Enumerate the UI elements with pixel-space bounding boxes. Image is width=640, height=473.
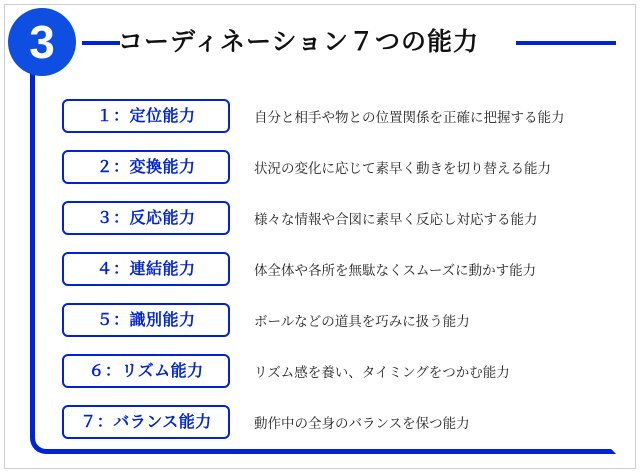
list-item bbox=[62, 192, 622, 243]
ability-chip-1: １：定位能力 bbox=[62, 99, 230, 133]
title-rule-left bbox=[82, 41, 120, 45]
ability-description-7: 動作中の全身のバランスを保つ能力 bbox=[254, 415, 470, 431]
section-number-badge: 3 bbox=[8, 8, 76, 76]
list-item bbox=[62, 243, 622, 294]
ability-chip-7: ７：バランス能力 bbox=[62, 405, 230, 439]
list-item bbox=[62, 141, 622, 192]
ability-chip-2: ２：変換能力 bbox=[62, 150, 230, 184]
ability-description-4: 体全体や各所を無駄なくスムーズに動かす能力 bbox=[254, 262, 537, 278]
ability-description-6: リズム感を養い、タイミングをつかむ能力 bbox=[254, 364, 510, 380]
ability-description-3: 様々な情報や合図に素早く反応し対応する能力 bbox=[254, 211, 538, 227]
list-item bbox=[62, 345, 622, 396]
ability-description-2: 状況の変化に応じて素早く動きを切り替える能力 bbox=[254, 160, 551, 176]
list-item bbox=[62, 396, 622, 447]
ability-description-1: 自分と相手や物との位置関係を正確に把握する能力 bbox=[254, 109, 565, 125]
list-item bbox=[62, 90, 622, 141]
ability-description-5: ボールなどの道具を巧みに扱う能力 bbox=[254, 313, 470, 329]
ability-chip-6: ６：リズム能力 bbox=[62, 354, 230, 388]
ability-list bbox=[62, 90, 622, 447]
ability-chip-5: ５：識別能力 bbox=[62, 303, 230, 337]
list-item bbox=[62, 294, 622, 345]
title-rule-right bbox=[516, 41, 616, 45]
ability-chip-3: ３：反応能力 bbox=[62, 201, 230, 235]
page-title: コーディネーション７つの能力 bbox=[118, 28, 480, 56]
ability-chip-4: ４：連結能力 bbox=[62, 252, 230, 286]
